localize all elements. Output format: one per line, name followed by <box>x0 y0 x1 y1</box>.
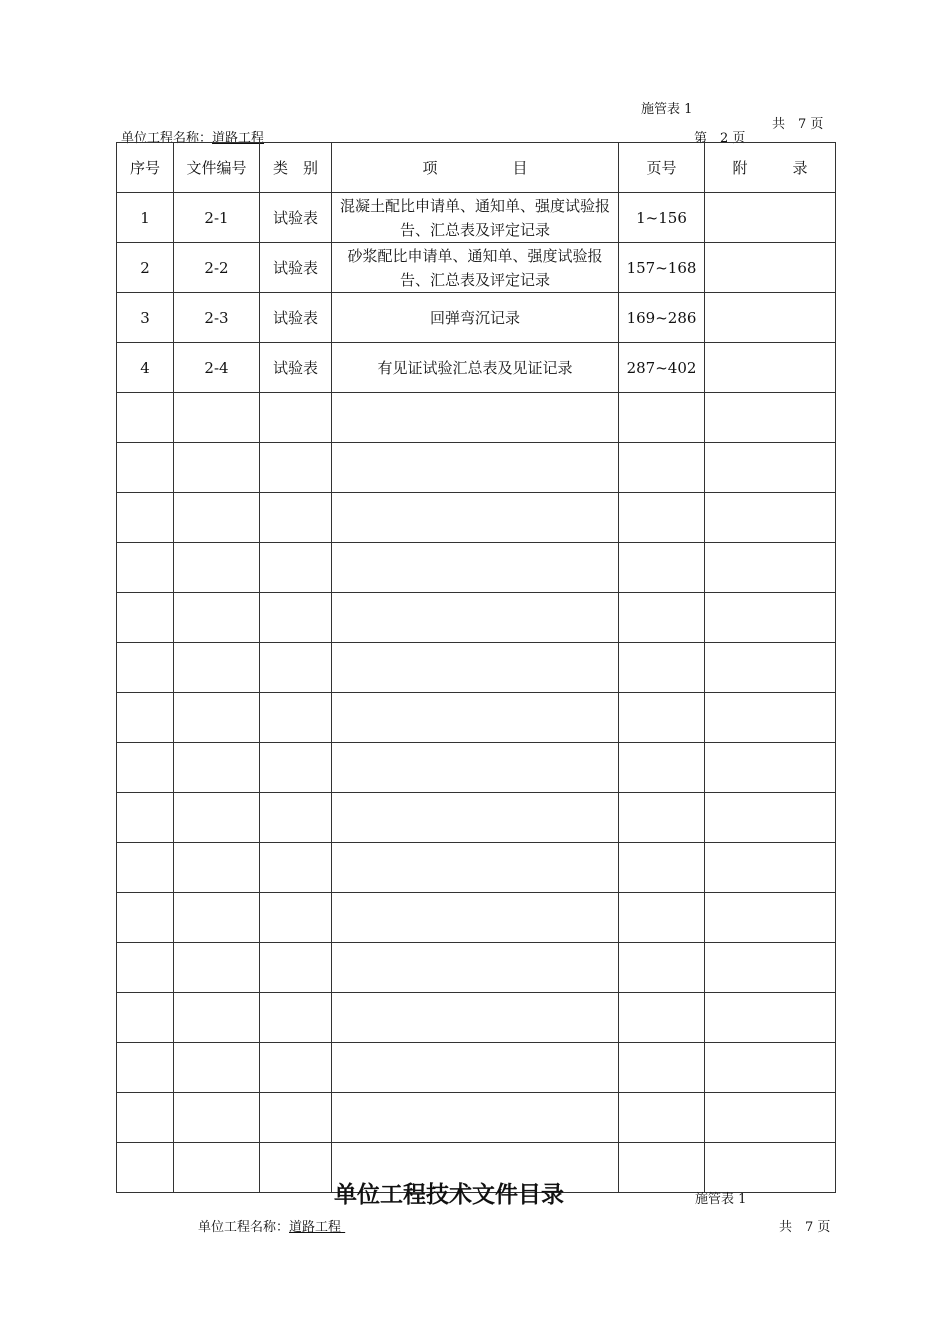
col-header-item: 项 目 <box>332 143 619 193</box>
cell-item <box>332 843 619 893</box>
cell-no <box>117 1093 174 1143</box>
cell-no: 1 <box>117 193 174 243</box>
cell-item <box>332 643 619 693</box>
cell-pages <box>619 493 705 543</box>
cell-no <box>117 643 174 693</box>
cell-appendix <box>705 343 836 393</box>
cell-file-no <box>174 393 260 443</box>
cell-item <box>332 593 619 643</box>
table-row <box>117 443 836 493</box>
col-header-pages: 页号 <box>619 143 705 193</box>
table-row <box>117 893 836 943</box>
cell-category <box>260 1043 332 1093</box>
cell-appendix <box>705 843 836 893</box>
cell-category <box>260 943 332 993</box>
cell-category <box>260 493 332 543</box>
table-row <box>117 993 836 1043</box>
cell-no <box>117 743 174 793</box>
cell-category <box>260 1093 332 1143</box>
cell-appendix <box>705 993 836 1043</box>
cell-appendix <box>705 743 836 793</box>
cell-appendix <box>705 1043 836 1093</box>
cell-no <box>117 893 174 943</box>
cell-pages <box>619 893 705 943</box>
cell-file-no <box>174 843 260 893</box>
cell-appendix <box>705 1143 836 1193</box>
table-header-row <box>117 143 836 193</box>
cell-pages <box>619 693 705 743</box>
cell-item <box>332 493 619 543</box>
cell-appendix <box>705 443 836 493</box>
cell-category <box>260 543 332 593</box>
table-row <box>117 343 836 393</box>
cell-appendix <box>705 943 836 993</box>
cell-item <box>332 993 619 1043</box>
cell-appendix <box>705 293 836 343</box>
cell-pages <box>619 943 705 993</box>
cell-item <box>332 543 619 593</box>
cell-item <box>332 393 619 443</box>
col-header-appendix: 附 录 <box>705 143 836 193</box>
cell-appendix <box>705 693 836 743</box>
cell-item: 回弹弯沉记录 <box>332 293 619 343</box>
cell-pages <box>619 643 705 693</box>
cell-category <box>260 743 332 793</box>
cell-appendix <box>705 393 836 443</box>
cell-no <box>117 493 174 543</box>
cell-pages: 1~156 <box>619 193 705 243</box>
cell-no <box>117 993 174 1043</box>
cell-file-no: 2-4 <box>174 343 260 393</box>
page-number: 第 2 页 <box>694 131 746 146</box>
cell-item <box>332 1093 619 1143</box>
cell-no: 3 <box>117 293 174 343</box>
cell-file-no <box>174 743 260 793</box>
cell-file-no <box>174 643 260 693</box>
table-row <box>117 193 836 243</box>
cell-no <box>117 543 174 593</box>
cell-appendix <box>705 893 836 943</box>
cell-pages: 157~168 <box>619 243 705 293</box>
catalog-title: 单位工程技术文件目录 <box>334 1182 564 1208</box>
col-header-category: 类 别 <box>260 143 332 193</box>
table-row <box>117 1093 836 1143</box>
cell-file-no: 2-3 <box>174 293 260 343</box>
form-code: 施管表 1 <box>641 102 693 117</box>
cell-file-no <box>174 493 260 543</box>
cell-no: 4 <box>117 343 174 393</box>
file-catalog-table <box>116 142 836 1193</box>
cell-pages <box>619 393 705 443</box>
cell-item <box>332 443 619 493</box>
cell-file-no <box>174 993 260 1043</box>
cell-file-no <box>174 543 260 593</box>
cell-pages <box>619 843 705 893</box>
form-code-2: 施管表 1 <box>695 1192 747 1207</box>
cell-file-no: 2-1 <box>174 193 260 243</box>
table-row <box>117 593 836 643</box>
cell-pages <box>619 543 705 593</box>
cell-item <box>332 1043 619 1093</box>
table-row <box>117 643 836 693</box>
cell-category <box>260 793 332 843</box>
cell-file-no <box>174 893 260 943</box>
cell-category: 试验表 <box>260 243 332 293</box>
cell-pages <box>619 793 705 843</box>
cell-category <box>260 1143 332 1193</box>
project-name-2: 道路工程 <box>289 1220 342 1235</box>
cell-pages <box>619 1143 705 1193</box>
table-row <box>117 743 836 793</box>
cell-no <box>117 393 174 443</box>
cell-appendix <box>705 243 836 293</box>
cell-category <box>260 443 332 493</box>
cell-category: 试验表 <box>260 293 332 343</box>
cell-category <box>260 693 332 743</box>
table-row <box>117 243 836 293</box>
cell-pages <box>619 1043 705 1093</box>
cell-category <box>260 593 332 643</box>
cell-file-no <box>174 1043 260 1093</box>
table-row <box>117 543 836 593</box>
cell-pages <box>619 443 705 493</box>
cell-file-no <box>174 943 260 993</box>
total-pages-2: 共 7 页 <box>779 1220 831 1235</box>
cell-pages <box>619 993 705 1043</box>
project-name: 道路工程 <box>212 131 265 146</box>
cell-no <box>117 593 174 643</box>
cell-item <box>332 943 619 993</box>
total-pages: 共 7 页 <box>772 117 824 132</box>
cell-category: 试验表 <box>260 193 332 243</box>
cell-file-no <box>174 593 260 643</box>
cell-category: 试验表 <box>260 343 332 393</box>
project-label-2: 单位工程名称： <box>198 1220 290 1235</box>
cell-item: 混凝土配比申请单、通知单、强度试验报告、汇总表及评定记录 <box>332 193 619 243</box>
cell-item <box>332 693 619 743</box>
cell-file-no <box>174 693 260 743</box>
cell-appendix <box>705 543 836 593</box>
cell-appendix <box>705 643 836 693</box>
cell-pages: 169~286 <box>619 293 705 343</box>
cell-file-no: 2-2 <box>174 243 260 293</box>
cell-appendix <box>705 1093 836 1143</box>
cell-item: 砂浆配比申请单、通知单、强度试验报告、汇总表及评定记录 <box>332 243 619 293</box>
col-header-file-no: 文件编号 <box>174 143 260 193</box>
cell-no <box>117 443 174 493</box>
cell-appendix <box>705 193 836 243</box>
cell-no <box>117 1143 174 1193</box>
table-row <box>117 293 836 343</box>
cell-file-no <box>174 793 260 843</box>
cell-pages <box>619 593 705 643</box>
cell-file-no <box>174 443 260 493</box>
cell-file-no <box>174 1093 260 1143</box>
table-row <box>117 943 836 993</box>
cell-appendix <box>705 793 836 843</box>
cell-no: 2 <box>117 243 174 293</box>
cell-no <box>117 693 174 743</box>
table-row <box>117 693 836 743</box>
table-row <box>117 393 836 443</box>
cell-category <box>260 993 332 1043</box>
cell-item <box>332 893 619 943</box>
cell-no <box>117 1043 174 1093</box>
table-row <box>117 843 836 893</box>
project-label: 单位工程名称： <box>121 131 213 146</box>
cell-item <box>332 743 619 793</box>
cell-no <box>117 793 174 843</box>
project-name-row-2 <box>198 1216 345 1235</box>
cell-item <box>332 793 619 843</box>
col-header-no: 序号 <box>117 143 174 193</box>
table-row <box>117 493 836 543</box>
cell-file-no <box>174 1143 260 1193</box>
cell-pages <box>619 1093 705 1143</box>
cell-pages: 287~402 <box>619 343 705 393</box>
cell-category <box>260 893 332 943</box>
cell-category <box>260 643 332 693</box>
cell-item: 有见证试验汇总表及见证记录 <box>332 343 619 393</box>
cell-appendix <box>705 593 836 643</box>
cell-category <box>260 843 332 893</box>
cell-pages <box>619 743 705 793</box>
cell-category <box>260 393 332 443</box>
table-row <box>117 1043 836 1093</box>
table-row <box>117 793 836 843</box>
cell-appendix <box>705 493 836 543</box>
cell-no <box>117 843 174 893</box>
cell-no <box>117 943 174 993</box>
